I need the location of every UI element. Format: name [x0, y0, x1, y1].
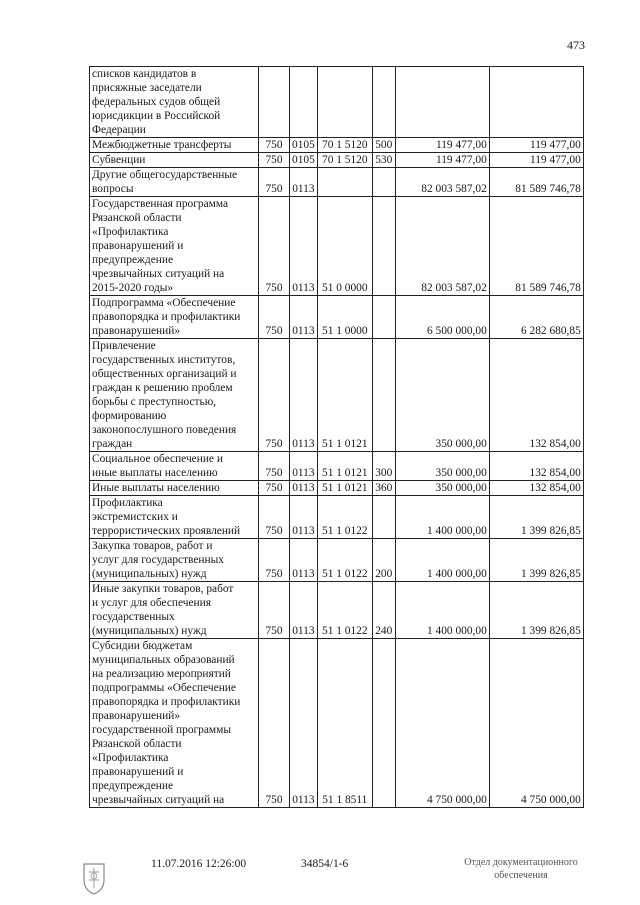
row-section-code-cell: 0113 [290, 452, 318, 481]
row-target-article-cell: 51 1 0122 [317, 582, 372, 639]
table-row [90, 168, 584, 197]
row-approved-amount-cell: 119 477,00 [395, 138, 489, 153]
row-ministry-code-cell: 750 [259, 639, 290, 808]
stamp-line-1: Отдел документационного [464, 857, 578, 868]
row-section-code-cell: 0113 [290, 168, 318, 197]
row-name-cell: Привлечение государственных институтов, общественных организаций и граждан к решению проблем борьбы с преступностью, формированию законопослушного поведения граждан [90, 339, 259, 452]
row-approved-amount-cell: 1 400 000,00 [395, 539, 489, 582]
table-row [90, 296, 584, 339]
row-name-cell: Другие общегосударственные вопросы [90, 168, 259, 197]
row-ministry-code-cell: 750 [259, 296, 290, 339]
row-executed-amount-cell: 1 399 826,85 [489, 582, 583, 639]
row-target-article-cell: 51 1 8511 [317, 639, 372, 808]
row-section-code-cell: 0105 [290, 138, 318, 153]
row-ministry-code-cell: 750 [259, 197, 290, 296]
row-executed-amount-cell: 119 477,00 [489, 138, 583, 153]
row-section-code-cell: 0113 [290, 339, 318, 452]
table-row [90, 452, 584, 481]
row-target-article-cell: 70 1 5120 [317, 138, 372, 153]
row-name-cell: Иные закупки товаров, работ и услуг для обеспечения государственных (муниципальных) нужд [90, 582, 259, 639]
row-executed-amount-cell: 132 854,00 [489, 339, 583, 452]
table-row [90, 639, 584, 808]
row-expense-type-cell: 200 [372, 539, 395, 582]
row-section-code-cell: 0113 [290, 481, 318, 496]
row-ministry-code-cell: 750 [259, 582, 290, 639]
row-executed-amount-cell: 6 282 680,85 [489, 296, 583, 339]
row-expense-type-cell [372, 197, 395, 296]
row-approved-amount-cell: 350 000,00 [395, 452, 489, 481]
row-section-code-cell: 0113 [290, 496, 318, 539]
row-ministry-code-cell: 750 [259, 138, 290, 153]
row-approved-amount-cell [395, 67, 489, 138]
row-approved-amount-cell: 350 000,00 [395, 481, 489, 496]
footer-document-number: 34854/1-6 [301, 858, 349, 870]
table-row [90, 138, 584, 153]
row-name-cell: Межбюджетные трансферты [90, 138, 259, 153]
row-expense-type-cell [372, 67, 395, 138]
row-approved-amount-cell: 82 003 587,02 [395, 168, 489, 197]
row-section-code-cell [290, 67, 318, 138]
row-ministry-code-cell: 750 [259, 496, 290, 539]
table-row [90, 539, 584, 582]
row-name-cell: Субвенции [90, 153, 259, 168]
row-name-cell: Иные выплаты населению [90, 481, 259, 496]
row-executed-amount-cell [489, 67, 583, 138]
table-row [90, 496, 584, 539]
row-section-code-cell: 0113 [290, 639, 318, 808]
coat-of-arms-emblem [80, 860, 108, 896]
row-approved-amount-cell: 350 000,00 [395, 339, 489, 452]
row-expense-type-cell [372, 496, 395, 539]
table-row [90, 481, 584, 496]
row-name-cell: списков кандидатов в присяжные заседатели федеральных судов общей юрисдикции в Российской Федерации [90, 67, 259, 138]
row-target-article-cell: 51 1 0121 [317, 481, 372, 496]
row-section-code-cell: 0113 [290, 197, 318, 296]
department-stamp [451, 856, 591, 882]
row-target-article-cell: 51 1 0121 [317, 339, 372, 452]
row-executed-amount-cell: 119 477,00 [489, 153, 583, 168]
row-target-article-cell: 51 1 0000 [317, 296, 372, 339]
row-name-cell: Подпрограмма «Обеспечение правопорядка и профилактики правонарушений» [90, 296, 259, 339]
row-section-code-cell: 0113 [290, 539, 318, 582]
row-approved-amount-cell: 82 003 587,02 [395, 197, 489, 296]
table-row [90, 67, 584, 138]
row-executed-amount-cell: 132 854,00 [489, 481, 583, 496]
table-row [90, 582, 584, 639]
row-ministry-code-cell: 750 [259, 168, 290, 197]
budget-table-body [90, 67, 584, 808]
row-ministry-code-cell: 750 [259, 153, 290, 168]
row-approved-amount-cell: 6 500 000,00 [395, 296, 489, 339]
table-row [90, 197, 584, 296]
row-target-article-cell: 51 0 0000 [317, 197, 372, 296]
row-expense-type-cell: 240 [372, 582, 395, 639]
page-number: 473 [567, 38, 585, 52]
row-executed-amount-cell: 1 399 826,85 [489, 496, 583, 539]
row-name-cell: Профилактика экстремистских и террористических проявлений [90, 496, 259, 539]
budget-table [89, 66, 584, 808]
row-target-article-cell: 51 1 0122 [317, 496, 372, 539]
row-target-article-cell [317, 67, 372, 138]
row-ministry-code-cell: 750 [259, 339, 290, 452]
row-executed-amount-cell: 81 589 746,78 [489, 197, 583, 296]
row-executed-amount-cell: 81 589 746,78 [489, 168, 583, 197]
row-approved-amount-cell: 119 477,00 [395, 153, 489, 168]
row-approved-amount-cell: 1 400 000,00 [395, 582, 489, 639]
row-name-cell: Субсидии бюджетам муниципальных образований на реализацию мероприятий подпрограммы «Обеспечение правопорядка и профилактики правонарушений» государственной программы Рязанской области «Профилактика правонарушений и предупреждение чрезвычайных ситуаций на [90, 639, 259, 808]
row-target-article-cell: 70 1 5120 [317, 153, 372, 168]
row-executed-amount-cell: 132 854,00 [489, 452, 583, 481]
stamp-line-2: обеспечения [494, 870, 548, 881]
footer-datetime: 11.07.2016 12:26:00 [151, 858, 247, 870]
row-target-article-cell [317, 168, 372, 197]
row-executed-amount-cell: 4 750 000,00 [489, 639, 583, 808]
row-name-cell: Закупка товаров, работ и услуг для государственных (муниципальных) нужд [90, 539, 259, 582]
row-approved-amount-cell: 1 400 000,00 [395, 496, 489, 539]
row-executed-amount-cell: 1 399 826,85 [489, 539, 583, 582]
row-ministry-code-cell: 750 [259, 452, 290, 481]
row-ministry-code-cell [259, 67, 290, 138]
row-expense-type-cell [372, 339, 395, 452]
row-expense-type-cell [372, 639, 395, 808]
row-expense-type-cell: 300 [372, 452, 395, 481]
row-expense-type-cell: 500 [372, 138, 395, 153]
row-expense-type-cell: 360 [372, 481, 395, 496]
row-section-code-cell: 0113 [290, 296, 318, 339]
table-row [90, 339, 584, 452]
row-expense-type-cell [372, 296, 395, 339]
table-row [90, 153, 584, 168]
row-target-article-cell: 51 1 0122 [317, 539, 372, 582]
row-approved-amount-cell: 4 750 000,00 [395, 639, 489, 808]
row-section-code-cell: 0105 [290, 153, 318, 168]
row-target-article-cell: 51 1 0121 [317, 452, 372, 481]
row-expense-type-cell: 530 [372, 153, 395, 168]
row-name-cell: Социальное обеспечение и иные выплаты населению [90, 452, 259, 481]
row-ministry-code-cell: 750 [259, 481, 290, 496]
row-name-cell: Государственная программа Рязанской области «Профилактика правонарушений и предупреждение чрезвычайных ситуаций на 2015-2020 годы» [90, 197, 259, 296]
row-ministry-code-cell: 750 [259, 539, 290, 582]
row-section-code-cell: 0113 [290, 582, 318, 639]
row-expense-type-cell [372, 168, 395, 197]
